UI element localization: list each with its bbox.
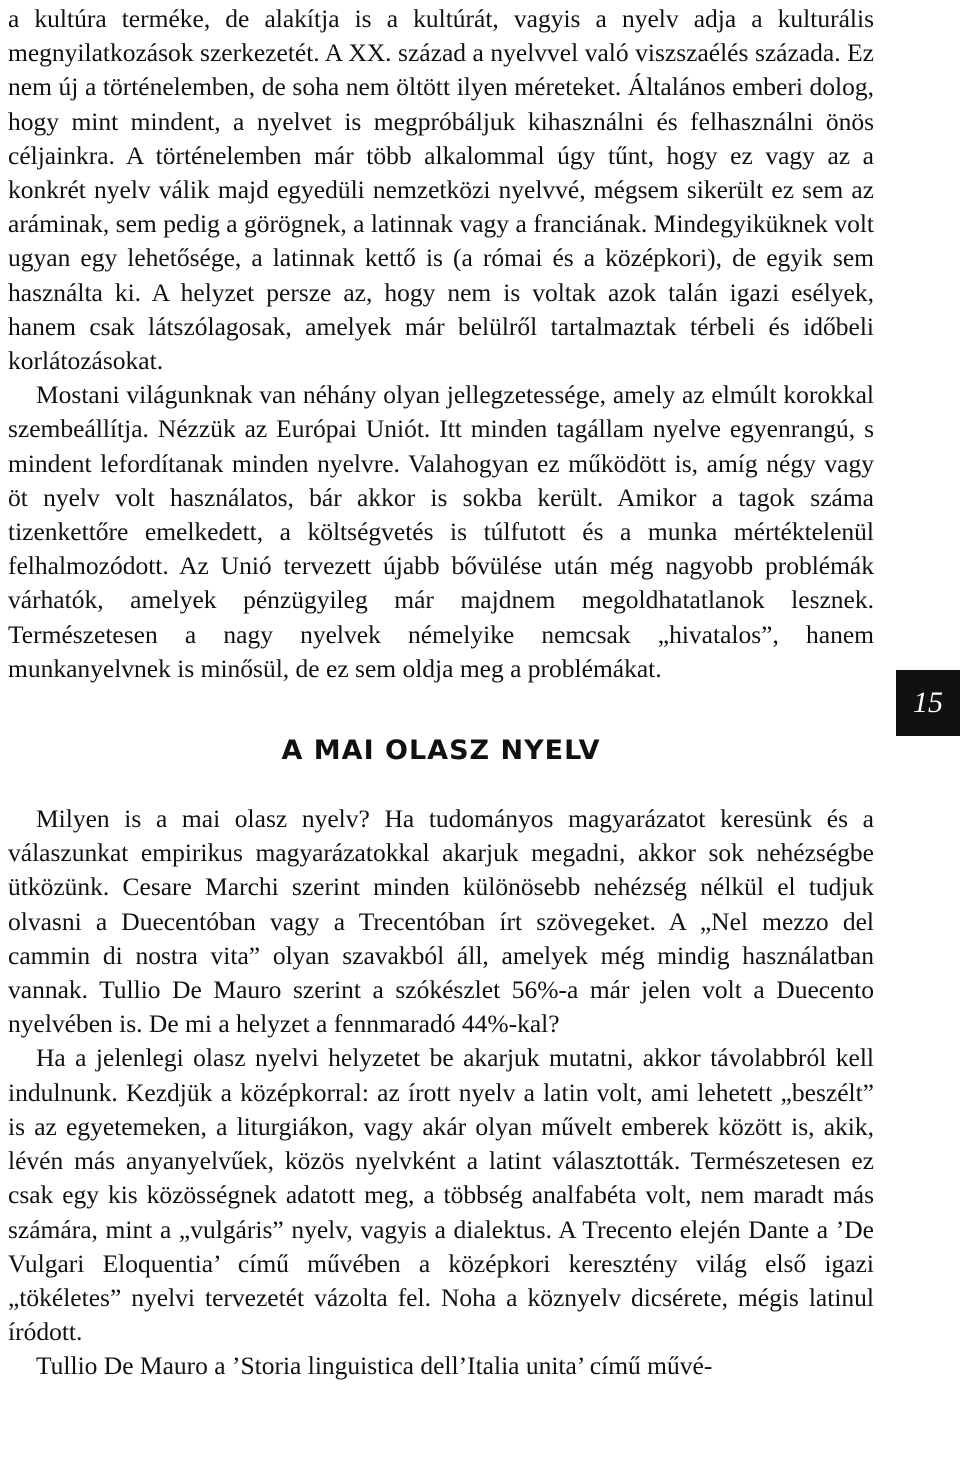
section-heading: A MAI OLASZ NYELV xyxy=(281,735,601,767)
body-paragraph: Mostani világunknak van néhány olyan jellegzetessége, amely az elmúlt korokkal szembeállítja. Nézzük az Európai Uniót. Itt minden tagállam nyelve egyenrangú, s mindent lefordítanak minden nyelvre. Valahogyan ez működött is, amíg négy vagy öt nyelv volt használatos, bár akkor is sokba került. Amikor a tagok száma tizenkettőre emelkedett, a költségvetés is túlfutott és a munka mértéktelenül felhalmozódott. Az Unió tervezett újabb bővülése után még nagyobb problémák várhatók, amelyek pénzügyileg már majdnem megoldhatatlanok lesznek. Természetesen a nagy nyelvek némelyike nemcsak „hivatalos”, hanem munkanyelvnek is minősül, de ez sem oldja meg a problémákat. xyxy=(8,380,874,683)
page-number-badge: 15 xyxy=(896,670,960,736)
body-paragraph: Tullio De Mauro a ’Storia linguistica dell’Italia unita’ című művé- xyxy=(36,1351,713,1381)
text-column xyxy=(8,2,874,1384)
body-paragraph: a kultúra terméke, de alakítja is a kultúrát, vagyis a nyelv adja a kulturális megnyilatkozások szerkezetét. A XX. század a nyelvvel való viszszaélés százada. Ez nem új a történelemben, de soha nem öltött ilyen méreteket. Általános emberi dolog, hogy mint mindent, a nyelvet is megpróbáljuk kihasználni és felhasználni önös céljainkra. A történelemben már több alkalommal úgy tűnt, hogy ez vagy az a konkrét nyelv válik majd egyedüli nemzetközi nyelvvé, mégsem sikerült ez sem az aráminak, sem pedig a görögnek, a latinnak vagy a franciának. Mindegyiküknek volt ugyan egy lehetősége, a latinnak kettő is (a római és a középkori), de egyik sem használta ki. A helyzet persze az, hogy nem is voltak azok talán igazi esélyek, hanem csak látszólagosak, amelyek már belülről tartalmaztak térbeli és időbeli korlátozásokat. xyxy=(8,4,874,376)
body-paragraph: Ha a jelenlegi olasz nyelvi helyzetet be akarjuk mutatni, akkor távolabbról kell indulnunk. Kezdjük a középkorral: az írott nyelv a latin volt, ami lehetett „beszélt” is az egyetemeken, a liturgiákon, vagy akár olyan művelt emberek között is, akik, lévén más anyanyelvűek, közös nyelvként a latint választották. Természetesen ez csak egy kis közösségnek adatott meg, a többség analfabéta volt, nem maradt más számára, mint a „vulgáris” nyelv, vagyis a dialektus. A Trecento elején Dante a ’De Vulgari Eloquentia’ című művében a középkori keresztény világ első igazi „tökéletes” nyelvi tervezetét vázolta fel. Noha a köznyelv dicsérete, mégis latinul íródott. xyxy=(8,1043,874,1347)
body-paragraph: Milyen is a mai olasz nyelv? Ha tudományos magyarázatot keresünk és a válaszunkat empirikus magyarázatokkal akarjuk megadni, akkor sok nehézségbe ütközünk. Cesare Marchi szerint minden különösebb nehézség nélkül el tudjuk olvasni a Duecentóban vagy a Trecentóban írt szövegeket. A „Nel mezzo del cammin di nostra vita” olyan szavakból áll, amelyek még mindig használatban vannak. Tullio De Mauro szerint a szókészlet 56%-a már jelen volt a Duecento nyelvében is. De mi a helyzet a fennmaradó 44%-kal? xyxy=(8,804,874,1039)
